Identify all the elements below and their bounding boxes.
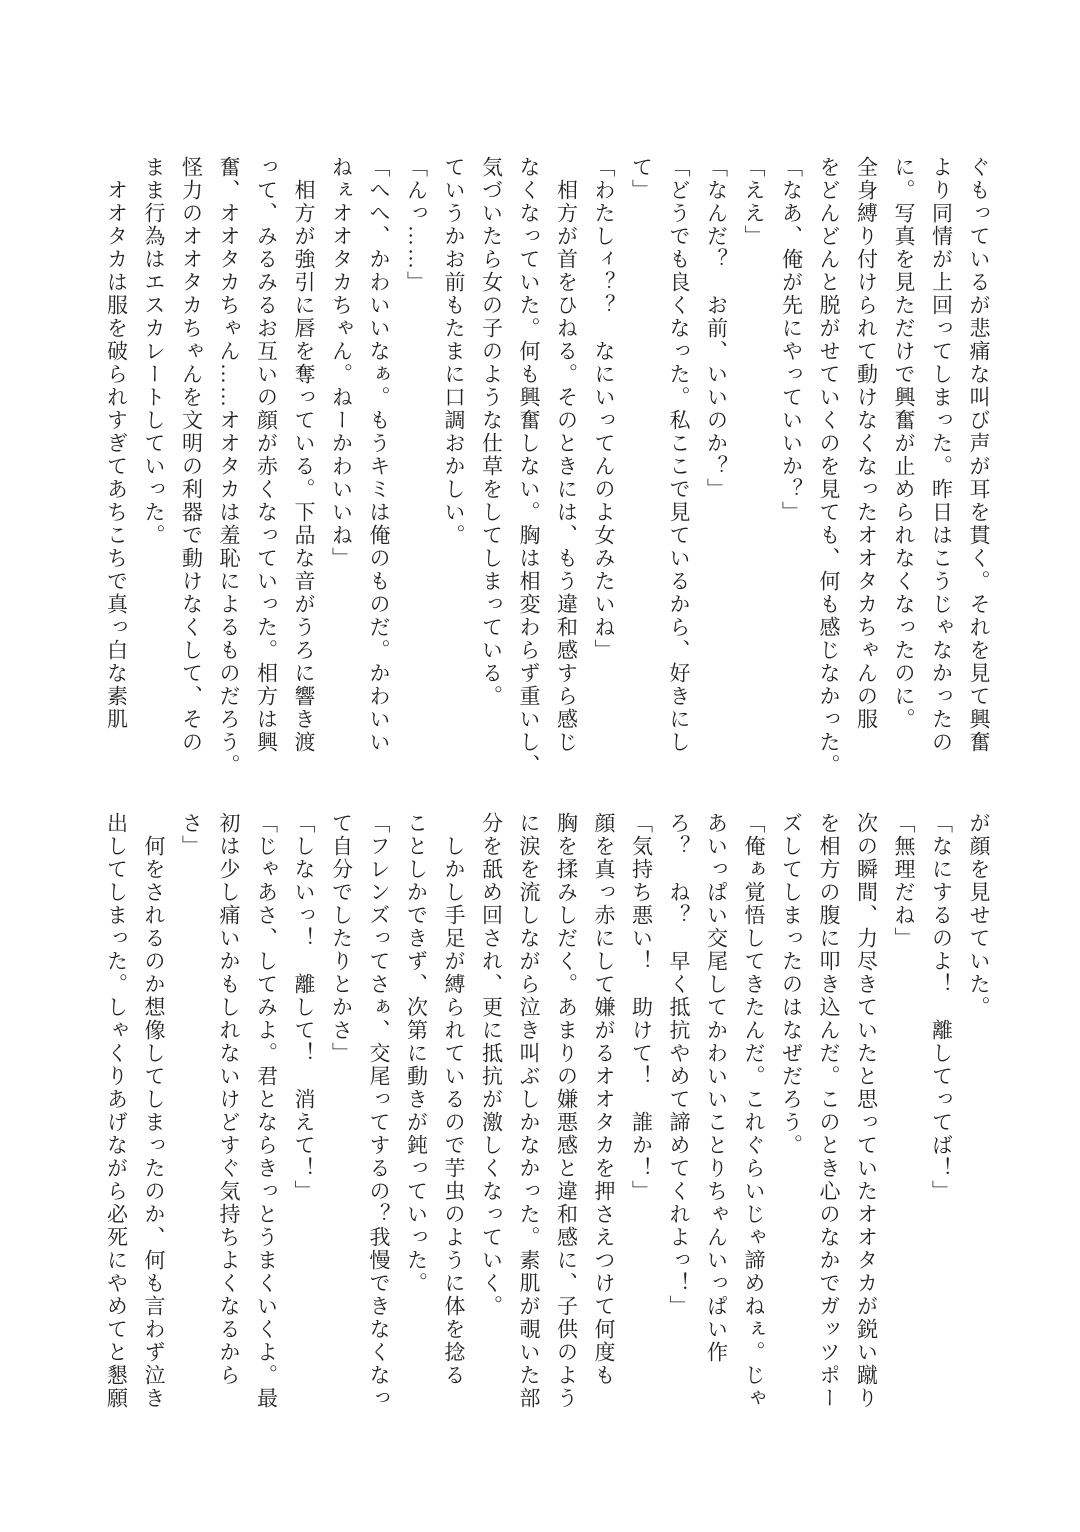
text-line: を相方の腹に叩き込んだ。このとき心のなかでガッツポー (817, 812, 841, 1410)
text-line: より同情が上回ってしまった。昨日はこうじゃなかったの (929, 156, 954, 754)
text-line: 「どうでも良くなった。私ここで見ているから、好きにし (667, 156, 691, 754)
text-line: 顔を真っ赤にして嫌がるオオタカを押さえつけて何度も (592, 812, 616, 1387)
text-line: 「しないっ！ 離して！ 消えて！」 (292, 812, 316, 1203)
text-line: 「じゃあさ、してみよ。君とならきっとうまくいくよ。最 (254, 812, 279, 1410)
text-line: をどんどんと脱がせていくのを見ても、何も感じなかった。 (817, 156, 841, 777)
text-line: 出してしまった。しゃくりあげながら必死にやめてと懇願 (104, 812, 129, 1410)
text-line: 次の瞬間、力尽きていたと思っていたオオタカが鋭い蹴り (854, 812, 879, 1410)
text-line: ろ？ ね？ 早く抵抗やめて諦めてくれよっ！」 (667, 812, 691, 1318)
text-line: 「フレンズってさぁ、交尾ってするの？我慢できなくなっ (367, 812, 391, 1410)
text-line: 「俺ぁ覚悟してきたんだ。これぐらいじゃ諦めねぇ。じゃ (742, 812, 766, 1410)
text-line: 「なあ、俺が先にやっていいか？」 (779, 156, 804, 524)
text-line: 「無理だね」 (892, 812, 916, 950)
text-block-bottom (97, 812, 997, 1422)
text-line: しかし手足が縛られているので芋虫のように体を捻る (442, 812, 466, 1387)
text-line: 怪力のオオタカちゃんを文明の利器で動けなくして、その (179, 156, 204, 754)
text-line: なくなっていた。何も興奮しない。胸は相変わらず重いし、 (517, 156, 541, 777)
text-line: って、みるみるお互いの顔が赤くなっていった。相方は興 (254, 156, 279, 754)
text-line: ぐもっているが悲痛な叫び声が耳を貫く。それを見て興奮 (967, 156, 991, 754)
text-line: 「気持ち悪い！ 助けて！ 誰か！」 (629, 812, 654, 1203)
text-line: 「へへ、かわいいなぁ。もうキミは俺のものだ。かわいい (367, 156, 391, 754)
text-line: ことしかできず、次第に動きが鈍っていった。 (404, 812, 429, 1295)
text-line: 奮、オオタカちゃん……オオタカは羞恥によるものだろう。 (217, 156, 241, 777)
text-line: まま行為はエスカレートしていった。 (142, 156, 166, 547)
text-line: 「なんだ？ お前、いいのか？」 (704, 156, 729, 501)
text-line: に。写真を見ただけで興奮が止められなくなったのに。 (892, 156, 916, 731)
text-line: 気づいたら女の子のような仕草をしてしまっている。 (479, 156, 504, 708)
text-line: さ」 (179, 812, 204, 858)
text-line: 「なにするのよ！ 離してってば！」 (929, 812, 954, 1203)
text-line: ねぇオオタカちゃん。ねーかわいいね」 (329, 156, 354, 570)
text-line: 全身縛り付けられて動けなくなったオオタカちゃんの服 (854, 156, 879, 731)
text-line: あいっぱい交尾してかわいいことりちゃんいっぱい作 (704, 812, 729, 1364)
text-line: ていうかお前もたまに口調おかしい。 (442, 156, 466, 547)
text-line: 分を舐め回され、更に抵抗が激しくなっていく。 (479, 812, 504, 1318)
text-line: 「わたしィ？？ なにいってんのよ女みたいね」 (592, 156, 616, 662)
text-line: 何をされるのか想像してしまったのか、何も言わず泣き (142, 812, 166, 1410)
text-line: 初は少し痛いかもしれないけどすぐ気持ちよくなるから (217, 812, 241, 1387)
text-line: 「ええ」 (742, 156, 766, 248)
text-line: ズしてしまったのはなぜだろう。 (779, 812, 804, 1157)
text-line: 相方が首をひねる。そのときには、もう違和感すら感じ (554, 156, 579, 754)
text-block-top (97, 156, 997, 777)
text-line: 相方が強引に唇を奪っている。下品な音がうろに響き渡 (292, 156, 316, 754)
text-line: が顔を見せていた。 (967, 812, 991, 1019)
text-line: に涙を流しながら泣き叫ぶしかなかった。素肌が覗いた部 (517, 812, 541, 1410)
text-line: 胸を揉みしだく。あまりの嫌悪感と違和感に、子供のよう (554, 812, 579, 1410)
text-line: て自分でしたりとかさ」 (329, 812, 354, 1065)
text-line: 「んっ……」 (404, 156, 429, 294)
text-line: て」 (629, 156, 654, 202)
text-line: オオタカは服を破られすぎてあちこちで真っ白な素肌 (104, 156, 129, 731)
